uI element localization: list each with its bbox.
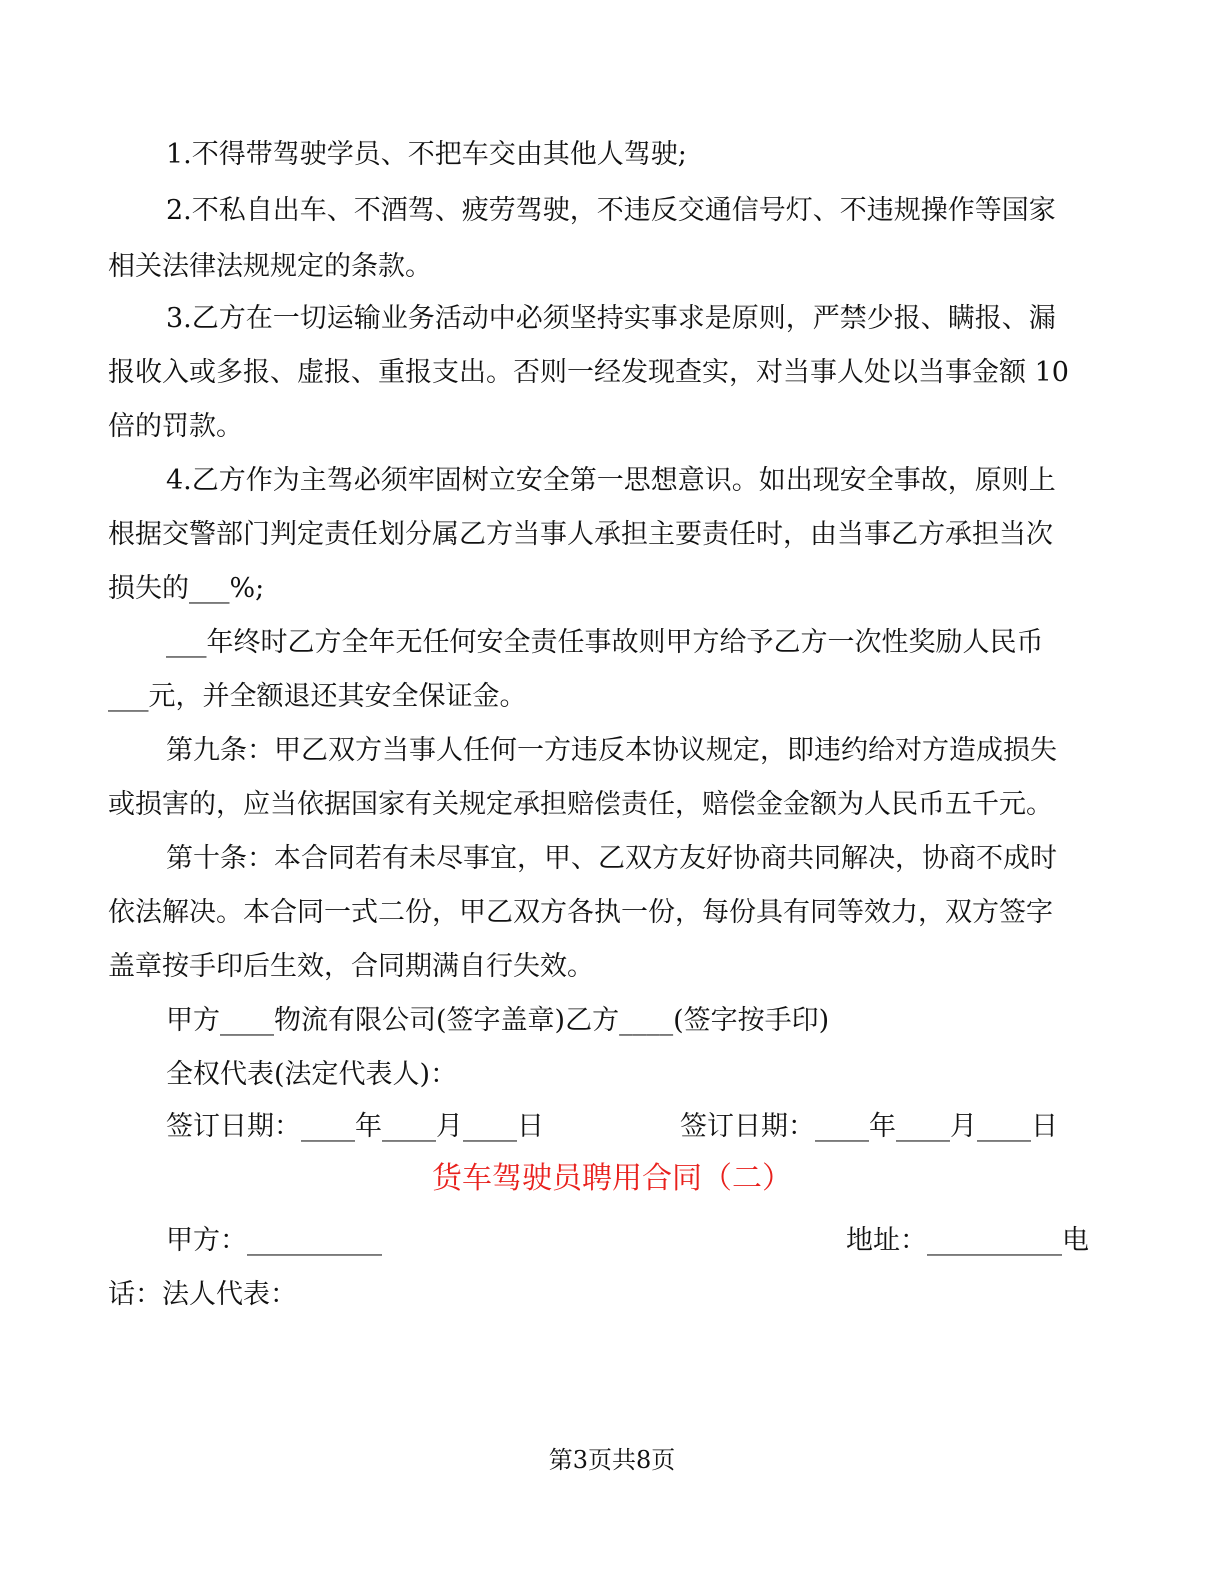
- address-line: 地址：__________电: [846, 1225, 1089, 1256]
- signature-line: 甲方____物流有限公司(签字盖章)乙方____(签字按手印): [166, 1005, 830, 1036]
- sign-date-left: 签订日期：____年____月____日: [166, 1111, 544, 1142]
- clause-item-3-line-1: 3.乙方在一切运输业务活动中必须坚持实事求是原则，严禁少报、瞒报、漏: [166, 303, 1056, 334]
- clause-item-3-line-3: 倍的罚款。: [108, 411, 243, 442]
- page-number: 第3页共8页: [548, 1446, 676, 1474]
- section-title: 货车驾驶员聘用合同（二）: [432, 1161, 792, 1196]
- reward-line-2: ___元，并全额退还其安全保证金。: [108, 681, 527, 712]
- clause-item-3-line-2: 报收入或多报、虚报、重报支出。否则一经发现查实，对当事人处以当事金额 10: [108, 357, 1069, 388]
- phone-representative-line: 话：法人代表：: [108, 1279, 297, 1310]
- reward-line-1: ___年终时乙方全年无任何安全责任事故则甲方给予乙方一次性奖励人民币: [166, 627, 1044, 658]
- clause-item-1: 1.不得带驾驶学员、不把车交由其他人驾驶;: [166, 139, 687, 170]
- sign-date-right: 签订日期：____年____月____日: [680, 1111, 1058, 1142]
- clause-item-2-line-2: 相关法律法规规定的条款。: [108, 251, 432, 282]
- representative-line: 全权代表(法定代表人)：: [166, 1059, 458, 1090]
- article-10-line-3: 盖章按手印后生效，合同期满自行失效。: [108, 951, 594, 982]
- party-a-line: 甲方：__________: [166, 1225, 382, 1256]
- clause-item-4-line-2: 根据交警部门判定责任划分属乙方当事人承担主要责任时，由当事乙方承担当次: [108, 519, 1053, 550]
- clause-item-4-line-3: 损失的___%;: [108, 573, 265, 604]
- article-10-line-2: 依法解决。本合同一式二份，甲乙双方各执一份，每份具有同等效力，双方签字: [108, 897, 1053, 928]
- clause-item-4-line-1: 4.乙方作为主驾必须牢固树立安全第一思想意识。如出现安全事故，原则上: [166, 465, 1056, 496]
- article-9-line-2: 或损害的，应当依据国家有关规定承担赔偿责任，赔偿金金额为人民币五千元。: [108, 789, 1053, 820]
- clause-item-2-line-1: 2.不私自出车、不酒驾、疲劳驾驶，不违反交通信号灯、不违规操作等国家: [166, 195, 1056, 226]
- article-9-line-1: 第九条：甲乙双方当事人任何一方违反本协议规定，即违约给对方造成损失: [166, 735, 1057, 766]
- article-10-line-1: 第十条：本合同若有未尽事宜，甲、乙双方友好协商共同解决，协商不成时: [166, 843, 1057, 874]
